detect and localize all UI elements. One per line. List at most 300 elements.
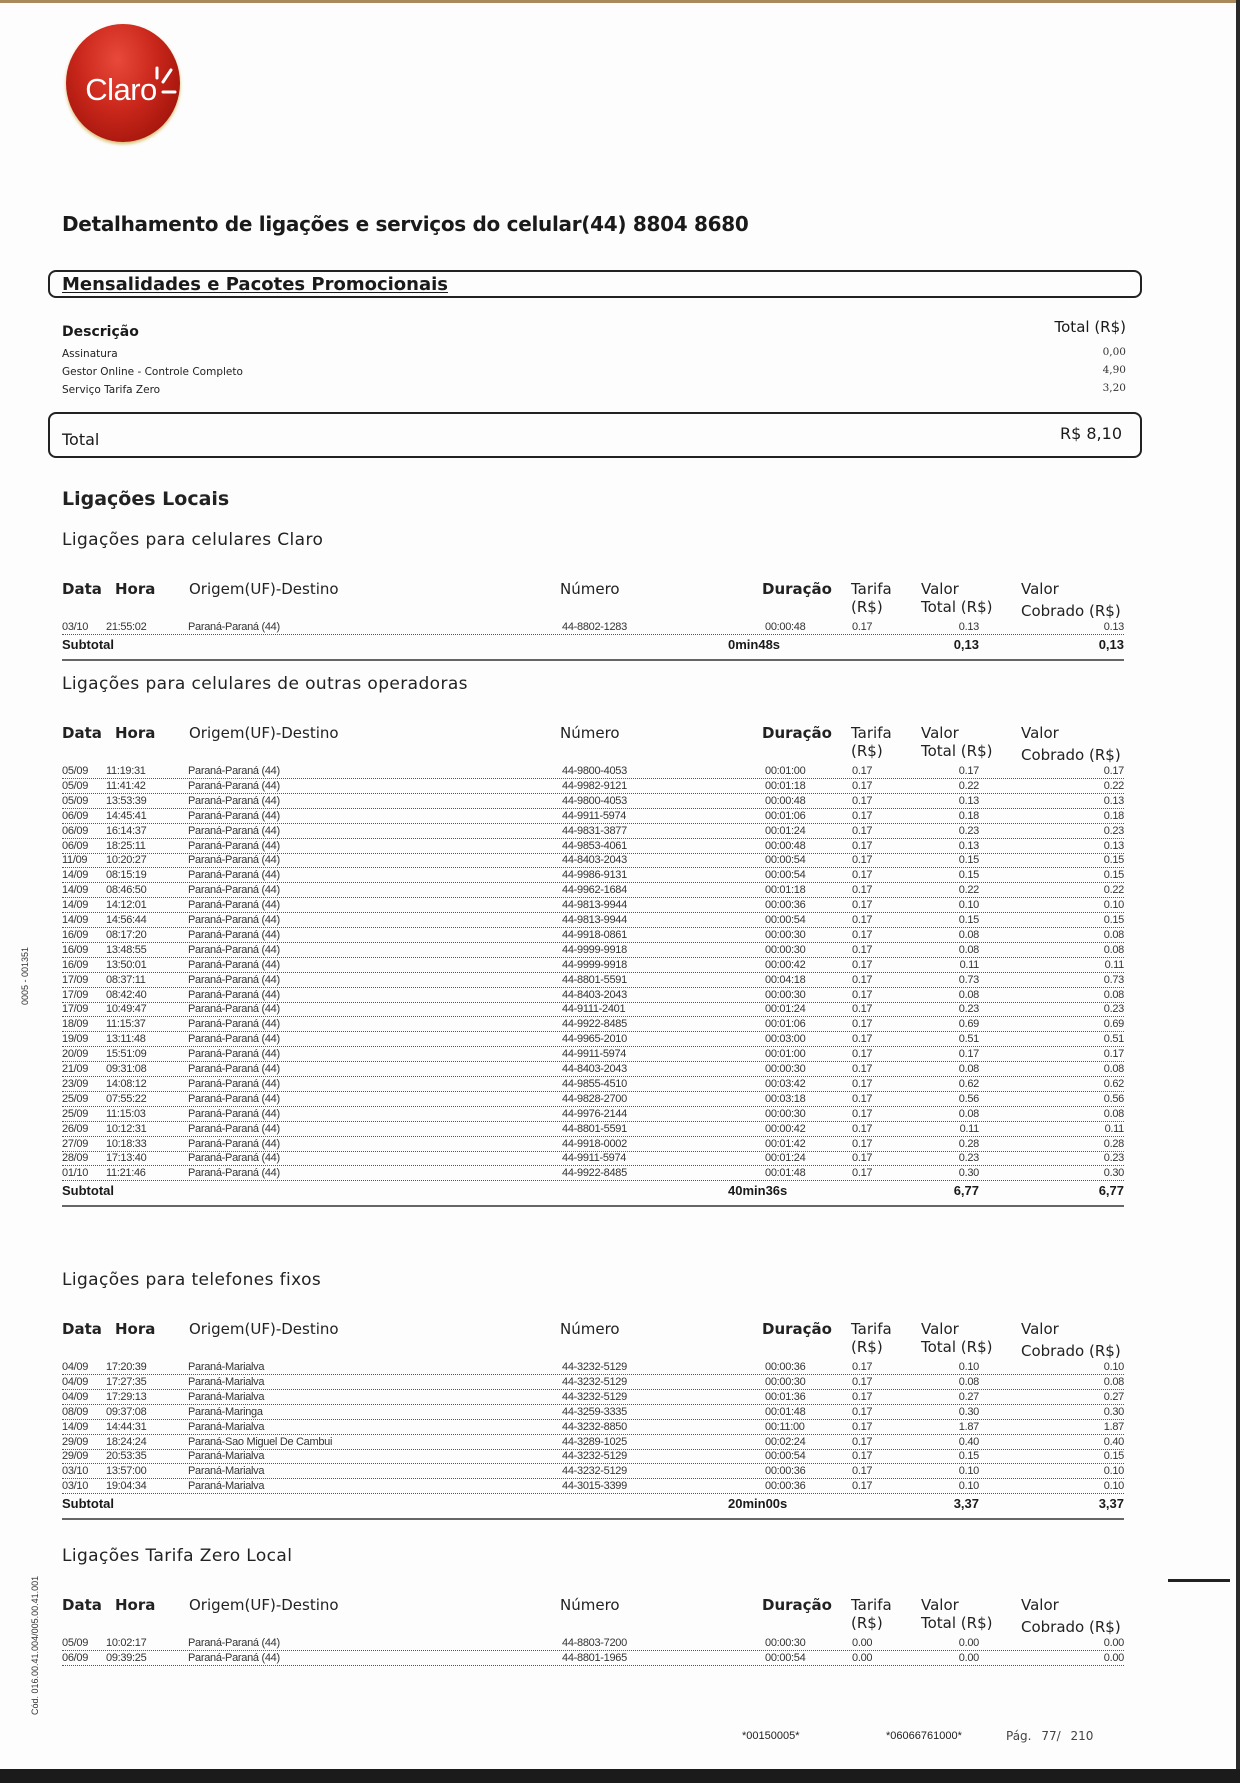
cell-hora: 08:42:40 [106,988,147,1001]
cell-valor-cobrado: 0.08 [1103,928,1124,941]
cell-valor-total: 0.15 [958,854,979,867]
cell-numero: 44-9922-8485 [562,1167,627,1180]
cell-duracao: 00:00:54 [765,914,806,926]
cell-valor-total: 0.10 [958,1480,979,1493]
cell-data: 05/09 [62,779,89,792]
mensalidades-header [48,270,1142,298]
cell-data: 25/09 [62,1107,89,1120]
cell-origem: Paraná-Paraná (44) [188,869,280,882]
cell-tarifa: 0.17 [852,1450,873,1463]
cell-data: 14/09 [62,914,89,926]
section-title: Ligações Tarifa Zero Local [62,1546,293,1566]
cell-tarifa: 0.17 [852,988,873,1001]
cell-hora: 14:45:41 [106,809,147,822]
cell-valor-total: 0.18 [958,809,979,822]
total-value: R$ 8,10 [1059,424,1122,443]
cell-hora: 18:25:11 [106,839,146,852]
cell-valor-total: 0.00 [958,1637,979,1649]
table-row [62,1107,1124,1122]
table-row [62,1390,1124,1405]
col-hora: Hora [115,724,156,742]
cell-data: 14/09 [62,869,89,882]
col-valor-total-line1: Valor [921,1596,959,1614]
col-tarifa-line2: (R$) [851,742,883,760]
table-row [62,1651,1124,1666]
cell-hora: 10:12:31 [106,1122,147,1135]
cell-valor-total: 0.10 [958,899,979,912]
cell-tarifa: 0.17 [852,1405,873,1418]
cell-valor-total: 0.30 [958,1405,979,1418]
cell-hora: 10:49:47 [106,1003,147,1016]
cell-duracao: 00:00:30 [765,1637,806,1649]
table-row [62,913,1124,928]
cell-origem: Paraná-Paraná (44) [188,973,280,986]
table-row [62,1636,1124,1651]
cell-tarifa: 0.17 [852,1152,873,1165]
cell-duracao: 00:00:36 [765,1361,806,1373]
cell-valor-total: 0.08 [958,1107,979,1120]
cell-tarifa: 0.17 [852,1092,873,1105]
cell-data: 05/09 [62,1637,89,1649]
table-row [62,1435,1124,1450]
cell-hora: 19:04:34 [106,1480,147,1493]
table-row [62,764,1124,779]
mensalidade-value: 0,00 [1102,346,1126,358]
cell-valor-total: 0.10 [958,1361,979,1373]
cell-data: 16/09 [62,928,89,941]
cell-duracao: 00:01:06 [765,1018,806,1031]
cell-hora: 09:39:25 [106,1651,147,1664]
cell-data: 04/09 [62,1361,89,1373]
col-valor-cobrado-line2: Cobrado (R$) [1021,1342,1121,1360]
subtotal-valor-cobrado: 3,37 [1098,1496,1124,1512]
cell-tarifa: 0.17 [852,928,873,941]
cell-hora: 09:31:08 [106,1063,147,1075]
col-duracao: Duração [762,724,832,742]
cell-numero: 44-9813-9944 [562,914,627,926]
cell-data: 21/09 [62,1063,89,1075]
cell-numero: 44-9828-2700 [562,1092,627,1105]
cell-origem: Paraná-Paraná (44) [188,1018,280,1031]
col-hora: Hora [115,1596,156,1614]
cell-tarifa: 0.17 [852,794,873,807]
cell-hora: 17:27:35 [106,1375,147,1388]
cell-data: 19/09 [62,1033,89,1046]
col-numero: Número [560,1320,620,1338]
cell-valor-total: 0.17 [958,1048,979,1061]
cell-duracao: 00:01:24 [765,1152,806,1165]
cell-numero: 44-9111-2401 [562,1003,626,1016]
subtotal-duracao: 0min48s [728,636,781,652]
table-row [62,988,1124,1003]
cell-origem: Paraná-Paraná (44) [188,884,280,897]
cell-numero: 44-9911-5974 [562,1048,627,1061]
cell-valor-cobrado: 0.10 [1103,1465,1124,1478]
col-origem: Origem(UF)-Destino [189,724,339,742]
col-valor-cobrado [1021,580,1121,620]
cell-valor-cobrado: 0.00 [1103,1637,1124,1649]
cell-data: 03/10 [62,1465,89,1478]
cell-valor-cobrado: 0.28 [1103,1137,1124,1150]
cell-hora: 07:55:22 [106,1092,147,1105]
cell-origem: Paraná-Paraná (44) [188,1048,280,1061]
cell-data: 16/09 [62,958,89,971]
cell-data: 18/09 [62,1018,89,1031]
cell-valor-total: 0.30 [958,1167,979,1180]
cell-numero: 44-3259-3335 [562,1405,627,1418]
cell-duracao: 00:03:00 [765,1033,806,1046]
cell-hora: 20:53:35 [106,1450,147,1463]
col-valor-cobrado-line2: Cobrado (R$) [1021,1618,1121,1636]
cell-data: 06/09 [62,1651,89,1664]
col-valor-total-line2: Total (R$) [921,742,993,760]
cell-data: 05/09 [62,794,89,807]
cell-data: 05/09 [62,765,89,777]
col-valor-cobrado [1021,1596,1121,1636]
cell-origem: Paraná-Paraná (44) [188,899,280,912]
cell-origem: Paraná-Paraná (44) [188,839,280,852]
cell-duracao: 00:01:24 [765,1003,806,1016]
col-tarifa-line2: (R$) [851,598,883,616]
cell-valor-total: 0.08 [958,928,979,941]
col-data: Data [62,724,102,742]
cell-numero: 44-8403-2043 [562,988,627,1001]
cell-valor-cobrado: 0.22 [1103,779,1124,792]
cell-origem: Paraná-Paraná (44) [188,621,280,633]
cell-valor-total: 0.15 [958,1450,979,1463]
cell-origem: Paraná-Marialva [188,1480,265,1493]
cell-hora: 21:55:02 [106,621,147,633]
col-numero: Número [560,1596,620,1614]
cell-duracao: 00:01:00 [765,1048,806,1061]
col-data: Data [62,1320,102,1338]
cell-valor-total: 0.69 [958,1018,979,1031]
cell-tarifa: 0.17 [852,621,873,633]
section-title: Ligações para telefones fixos [62,1270,322,1290]
cell-data: 17/09 [62,973,89,986]
table-row [62,1032,1124,1047]
col-valor-cobrado-line1: Valor [1021,1320,1059,1338]
cell-hora: 11:19:31 [106,765,146,777]
cell-origem: Paraná-Paraná (44) [188,914,280,926]
cell-tarifa: 0.17 [852,839,873,852]
descricao-label: Descrição [62,324,139,340]
subtotal-label: Subtotal [62,1183,114,1199]
page-current: 77 [1041,1729,1057,1743]
total-rs-label: Total (R$) [1054,318,1126,336]
cell-numero: 44-9986-9131 [562,869,627,882]
table-row [62,898,1124,913]
subtotal-label: Subtotal [62,636,114,652]
col-numero: Número [560,580,620,598]
page-mark [1168,1579,1230,1582]
cell-hora: 17:13:40 [106,1152,147,1165]
cell-tarifa: 0.17 [852,1361,873,1373]
col-data: Data [62,580,102,598]
cell-numero: 44-9962-1684 [562,884,627,897]
cell-valor-cobrado: 0.62 [1103,1077,1124,1090]
cell-origem: Paraná-Paraná (44) [188,765,280,777]
cell-tarifa: 0.17 [852,899,873,912]
subtotal-valor-cobrado: 6,77 [1098,1183,1124,1199]
subtotal-valor-total: 0,13 [953,636,979,652]
cell-valor-cobrado: 0.00 [1103,1651,1124,1664]
mensalidade-item: Serviço Tarifa Zero [62,384,161,396]
cell-duracao: 00:00:54 [765,1651,806,1664]
section-title: Ligações para celulares Claro [62,530,324,550]
cell-hora: 11:41:42 [106,779,146,792]
col-tarifa-line1: Tarifa [851,1320,892,1338]
mensalidade-item: Gestor Online - Controle Completo [62,366,243,378]
table-row [62,1137,1124,1152]
table-row [62,1151,1124,1166]
logo-rays-icon [149,66,177,106]
cell-tarifa: 0.17 [852,809,873,822]
cell-origem: Paraná-Paraná (44) [188,958,280,971]
col-valor-cobrado-line2: Cobrado (R$) [1021,746,1121,764]
cell-numero: 44-9855-4510 [562,1077,627,1090]
cell-hora: 13:48:55 [106,943,147,956]
cell-valor-total: 0.73 [958,973,979,986]
page-separator: / [1056,1729,1061,1743]
cell-numero: 44-8801-1965 [562,1651,627,1664]
cell-duracao: 00:00:36 [765,1465,806,1478]
cell-data: 06/09 [62,824,89,837]
cell-duracao: 00:00:30 [765,928,806,941]
cell-tarifa: 0.17 [852,943,873,956]
cell-valor-cobrado: 0.13 [1103,839,1124,852]
col-numero: Número [560,724,620,742]
table-row [62,824,1124,839]
cell-valor-total: 0.13 [958,794,979,807]
table-row [62,1047,1124,1062]
cell-tarifa: 0.17 [852,869,873,882]
cell-numero: 44-3232-5129 [562,1465,627,1478]
cell-valor-cobrado: 0.17 [1103,1048,1124,1061]
cell-hora: 10:02:17 [106,1637,147,1649]
cell-valor-cobrado: 0.23 [1103,1152,1124,1165]
cell-origem: Paraná-Paraná (44) [188,1637,280,1649]
cell-hora: 15:51:09 [106,1048,147,1061]
claro-logo [66,24,180,142]
cell-data: 17/09 [62,1003,89,1016]
cell-tarifa: 0.00 [852,1637,873,1649]
cell-tarifa: 0.17 [852,1137,873,1150]
cell-data: 26/09 [62,1122,89,1135]
table-row [62,853,1124,868]
subtotal-row [62,637,1124,655]
cell-data: 08/09 [62,1405,89,1418]
cell-valor-total: 0.40 [958,1435,979,1448]
cell-tarifa: 0.17 [852,1033,873,1046]
cell-tarifa: 0.17 [852,914,873,926]
cell-tarifa: 0.17 [852,1420,873,1433]
cell-tarifa: 0.17 [852,884,873,897]
col-tarifa [851,724,892,760]
cell-numero: 44-8403-2043 [562,1063,627,1075]
col-hora: Hora [115,580,156,598]
cell-duracao: 00:00:36 [765,1480,806,1493]
cell-tarifa: 0.17 [852,1435,873,1448]
cell-numero: 44-9800-4053 [562,794,627,807]
cell-hora: 14:12:01 [106,899,147,912]
col-tarifa [851,1320,892,1356]
cell-numero: 44-3232-5129 [562,1375,627,1388]
subtotal-valor-cobrado: 0,13 [1098,636,1124,652]
table-row [62,1420,1124,1435]
cell-valor-total: 0.22 [958,884,979,897]
cell-valor-cobrado: 0.08 [1103,1107,1124,1120]
cell-numero: 44-9911-5974 [562,809,627,822]
col-tarifa [851,1596,892,1632]
cell-origem: Paraná-Paraná (44) [188,1122,280,1135]
cell-valor-cobrado: 0.30 [1103,1405,1124,1418]
cell-data: 04/09 [62,1375,89,1388]
cell-valor-total: 0.27 [958,1390,979,1403]
cell-duracao: 00:00:48 [765,839,806,852]
cell-tarifa: 0.17 [852,1480,873,1493]
cell-tarifa: 0.17 [852,1077,873,1090]
cell-valor-cobrado: 0.69 [1103,1018,1124,1031]
cell-valor-cobrado: 0.23 [1103,1003,1124,1016]
cell-valor-cobrado: 0.15 [1103,854,1124,867]
cell-duracao: 00:01:24 [765,824,806,837]
cell-numero: 44-9853-4061 [562,839,627,852]
table-row [62,1002,1124,1017]
cell-duracao: 00:00:54 [765,854,806,867]
cell-valor-cobrado: 0.40 [1103,1435,1124,1448]
cell-duracao: 00:00:30 [765,988,806,1001]
cell-origem: Paraná-Paraná (44) [188,928,280,941]
cell-valor-total: 0.23 [958,1003,979,1016]
cell-duracao: 00:00:48 [765,621,806,633]
cell-data: 11/09 [62,854,88,867]
cell-valor-cobrado: 0.15 [1103,869,1124,882]
col-valor-total-line2: Total (R$) [921,1614,993,1632]
col-valor-cobrado [1021,1320,1121,1360]
col-duracao: Duração [762,580,832,598]
cell-duracao: 00:04:18 [765,973,806,986]
cell-numero: 44-9918-0861 [562,928,627,941]
col-origem: Origem(UF)-Destino [189,1596,339,1614]
col-valor-total-line1: Valor [921,580,959,598]
cell-duracao: 00:01:42 [765,1137,806,1150]
cell-valor-total: 0.10 [958,1465,979,1478]
cell-data: 16/09 [62,943,89,956]
table-row [62,868,1124,883]
col-valor-total [921,580,992,616]
cell-duracao: 00:00:30 [765,1375,806,1388]
cell-data: 23/09 [62,1077,89,1090]
cell-numero: 44-9831-3877 [562,824,627,837]
cell-valor-cobrado: 0.17 [1103,765,1124,777]
scan-top-edge [0,0,1240,3]
cell-data: 17/09 [62,988,89,1001]
col-valor-total [921,1320,992,1356]
cell-origem: Paraná-Paraná (44) [188,1167,280,1180]
cell-tarifa: 0.17 [852,824,873,837]
side-code-lower: Cód. 016.00.41.004/005.00.41.001 [30,1575,40,1715]
cell-numero: 44-8801-5591 [562,973,627,986]
cell-numero: 44-9982-9121 [562,779,627,792]
subtotal-label: Subtotal [62,1496,114,1512]
cell-duracao: 00:01:06 [765,809,806,822]
cell-valor-cobrado: 0.13 [1103,621,1124,633]
cell-valor-cobrado: 0.56 [1103,1092,1124,1105]
cell-numero: 44-9800-4053 [562,765,627,777]
cell-numero: 44-9999-9918 [562,958,627,971]
page-total: 210 [1070,1729,1094,1743]
cell-origem: Paraná-Paraná (44) [188,1137,280,1150]
table-row [62,794,1124,809]
cell-numero: 44-9918-0002 [562,1137,627,1150]
cell-valor-cobrado: 0.18 [1103,809,1124,822]
cell-hora: 10:18:33 [106,1137,147,1150]
col-valor-total-line1: Valor [921,1320,959,1338]
cell-origem: Paraná-Paraná (44) [188,1651,280,1664]
cell-duracao: 00:00:36 [765,899,806,912]
cell-valor-cobrado: 0.30 [1103,1167,1124,1180]
cell-numero: 44-9911-5974 [562,1152,627,1165]
col-valor-cobrado-line2: Cobrado (R$) [1021,602,1121,620]
cell-valor-total: 0.00 [958,1651,979,1664]
cell-duracao: 00:00:42 [765,1122,806,1135]
cell-valor-cobrado: 0.11 [1104,958,1124,971]
mensalidades-title: Mensalidades e Pacotes Promocionais [62,274,449,295]
cell-tarifa: 0.17 [852,1003,873,1016]
cell-data: 20/09 [62,1048,89,1061]
cell-hora: 09:37:08 [106,1405,147,1418]
scan-right-edge [1236,0,1240,1783]
section-divider [62,1205,1124,1207]
cell-data: 03/10 [62,621,89,633]
cell-valor-cobrado: 0.11 [1104,1122,1124,1135]
col-valor-cobrado [1021,724,1121,764]
cell-valor-cobrado: 1.87 [1103,1420,1124,1433]
cell-origem: Paraná-Paraná (44) [188,1003,280,1016]
cell-tarifa: 0.17 [852,1018,873,1031]
col-data: Data [62,1596,102,1614]
cell-valor-total: 0.11 [959,1122,979,1135]
cell-duracao: 00:02:24 [765,1435,806,1448]
cell-valor-cobrado: 0.27 [1103,1390,1124,1403]
table-row [62,883,1124,898]
mensalidade-item: Assinatura [62,348,118,360]
section-title: Ligações para celulares de outras operadoras [62,674,468,694]
cell-data: 14/09 [62,899,89,912]
col-tarifa-line1: Tarifa [851,1596,892,1614]
cell-valor-total: 0.13 [958,621,979,633]
cell-tarifa: 0.17 [852,958,873,971]
cell-data: 25/09 [62,1092,89,1105]
cell-origem: Paraná-Paraná (44) [188,779,280,792]
cell-tarifa: 0.17 [852,779,873,792]
table-row [62,1479,1124,1494]
col-origem: Origem(UF)-Destino [189,1320,339,1338]
footer-code-2: *06066761000* [886,1730,962,1742]
col-tarifa-line2: (R$) [851,1338,883,1356]
col-valor-cobrado-line1: Valor [1021,724,1059,742]
table-row [62,943,1124,958]
cell-numero: 44-3289-1025 [562,1435,627,1448]
side-code-upper: 0005 - 001351 [20,946,30,1005]
cell-numero: 44-8801-5591 [562,1122,627,1135]
scan-bottom-edge [0,1769,1240,1783]
table-row [62,1077,1124,1092]
cell-numero: 44-9976-2144 [562,1107,627,1120]
cell-duracao: 00:00:48 [765,794,806,807]
cell-numero: 44-3232-5129 [562,1361,627,1373]
